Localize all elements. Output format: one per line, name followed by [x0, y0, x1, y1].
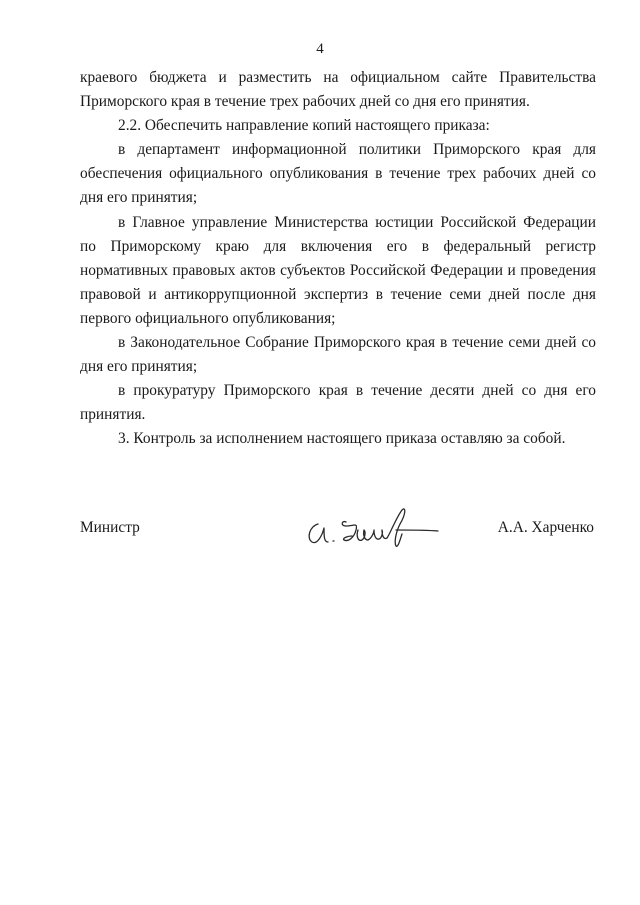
paragraph-clause-2-2: 2.2. Обеспечить направление копий настоящего приказа: [118, 117, 490, 135]
paragraph-clause-3-control: 3. Контроль за исполнением настоящего приказа оставляю за собой. [118, 430, 566, 448]
paragraph-continuation: краевого бюджета и разместить на официальном сайте Правительства Приморского края в течение трех рабочих дней со дня его принятия. [80, 69, 596, 111]
signatory-position: Министр [80, 519, 140, 536]
signature-block [80, 500, 596, 560]
paragraph-recipient-prosecutor: в прокуратуру Приморского края в течение десяти дней со дня его принятия. [80, 382, 596, 424]
paragraph-recipient-justice-ministry: в Главное управление Министерства юстиции Российской Федерации по Приморскому краю для включения его в федеральный регистр нормативных правовых актов субъектов Российской Федерации и проведения правовой и антикоррупционной экспертиз в течение семи дней после дня первого официального опубликования; [80, 213, 596, 327]
paragraph-recipient-legislative-assembly: в Законодательное Собрание Приморского края в течение семи дней со дня его принятия; [80, 334, 596, 376]
paragraph-recipient-info-policy: в департамент информационной политики Приморского края для обеспечения официального опубликования в течение трех рабочих дней со дня его принятия; [80, 141, 596, 207]
signatory-name: А.А. Харченко [497, 519, 594, 536]
page-number: 4 [316, 41, 324, 57]
document-body [80, 66, 596, 452]
handwritten-signature [302, 500, 442, 552]
